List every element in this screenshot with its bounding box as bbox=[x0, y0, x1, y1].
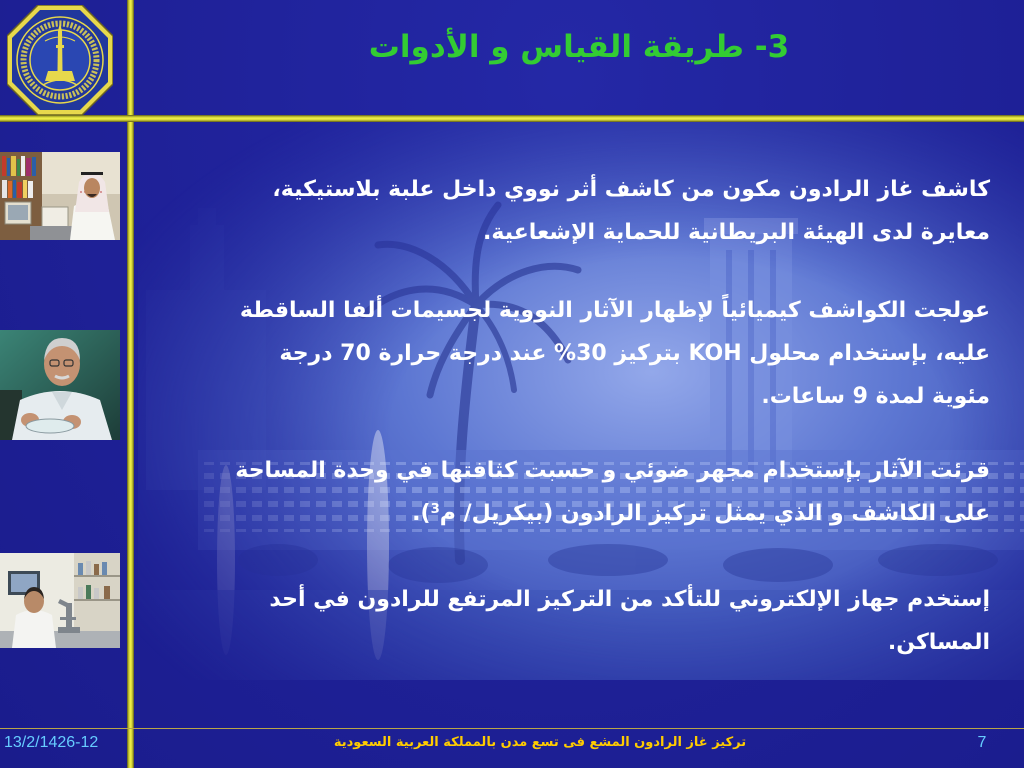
university-seal-logo bbox=[7, 5, 113, 115]
paragraph-line: إستخدم جهاز الإلكتروني للتأكد من التركيز المرتفع للرادون في أحد bbox=[269, 587, 990, 612]
body-text bbox=[140, 0, 990, 700]
line-end: ). bbox=[412, 501, 431, 526]
footer-divider-line bbox=[0, 728, 1024, 729]
unit-superscript: 3 bbox=[430, 501, 440, 517]
paragraph-track-counting bbox=[140, 449, 990, 535]
slide-title: 3- طريقة القياس و الأدوات bbox=[368, 29, 790, 65]
slide-number: 7 bbox=[977, 734, 987, 751]
paragraph-line: عليه، بإستخدام محلول KOH بتركيز 30% عند درجة حرارة 70 درجة bbox=[279, 341, 990, 366]
paragraph-line: عولجت الكواشف كيميائياً لإظهار الآثار النووية لجسيمات ألفا الساقطة bbox=[239, 298, 990, 323]
paragraph-electronic-device bbox=[140, 578, 990, 664]
photo-scientist-lab bbox=[0, 330, 120, 440]
paragraph-detector-description bbox=[140, 168, 990, 254]
paragraph-line: مئوية لمدة 9 ساعات. bbox=[761, 384, 990, 409]
paragraph-line: معايرة لدى الهيئة البريطانية للحماية الإشعاعية. bbox=[483, 220, 990, 245]
footer-date: 13/2/1426-12 bbox=[4, 734, 99, 751]
footer-caption: تركيز غاز الرادون المشع فى تسع مدن بالمملكة العربية السعودية bbox=[333, 735, 747, 750]
paragraph-line: كاشف غاز الرادون مكون من كاشف أثر نووي داخل علبة بلاستيكية، bbox=[272, 177, 990, 202]
paragraph-line: المساكن. bbox=[887, 630, 990, 655]
photo-researcher-office bbox=[0, 152, 120, 240]
paragraph-line: قرئت الآثار بإستخدام مجهر ضوئي و حسبت كثافتها في وحدة المساحة bbox=[235, 458, 990, 483]
photo-microscope-lab bbox=[0, 553, 120, 648]
paragraph-line bbox=[140, 492, 990, 535]
line-text: على الكاشف و الذي يمثل تركيز الرادون (بيكريل/ م bbox=[439, 501, 990, 526]
paragraph-chemical-etching bbox=[140, 289, 990, 418]
lab-shelves bbox=[74, 553, 120, 633]
